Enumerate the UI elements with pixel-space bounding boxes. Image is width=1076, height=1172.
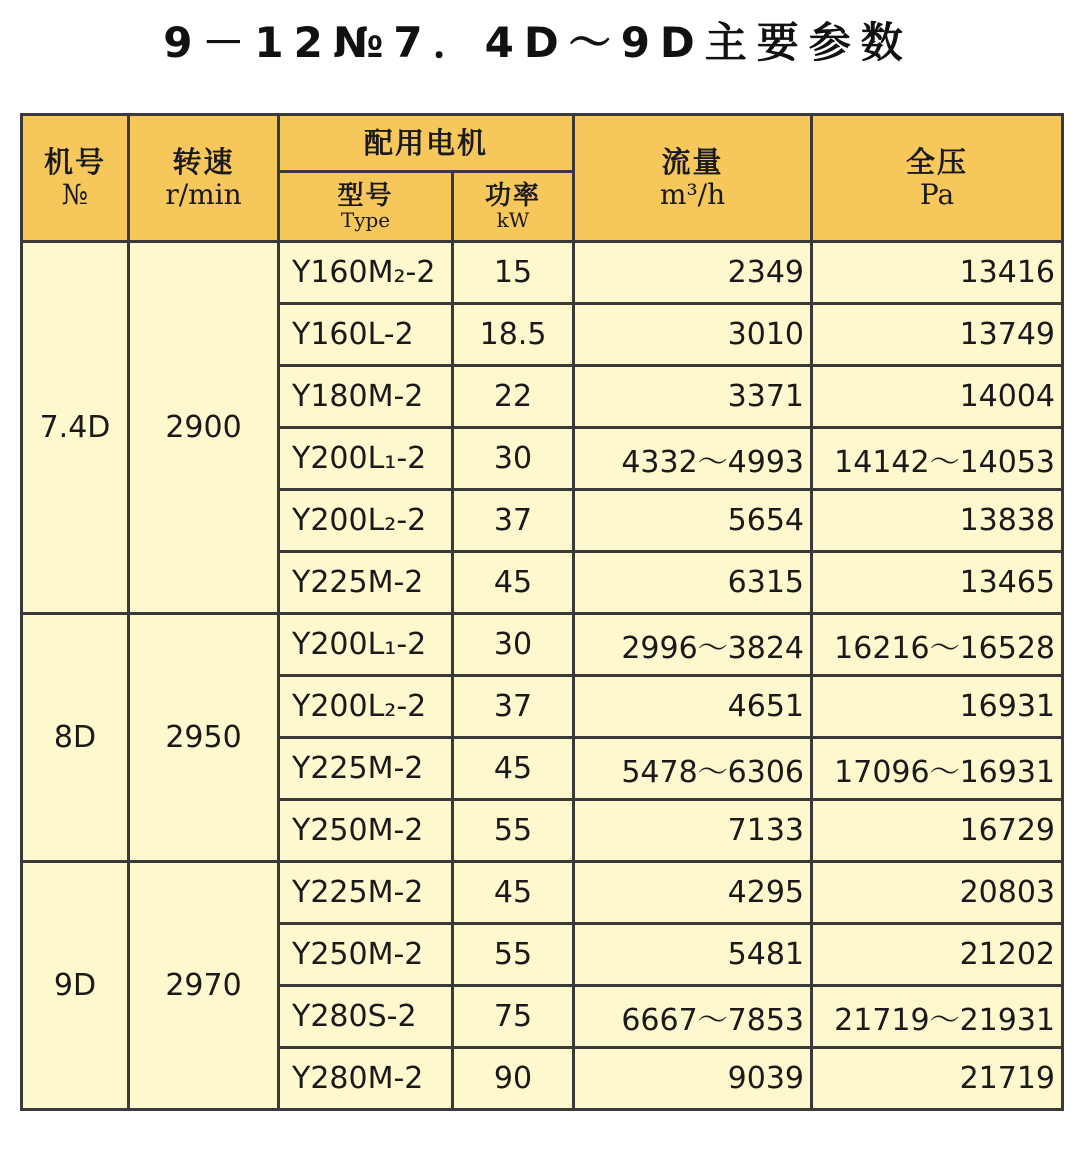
power-cell: 45 xyxy=(453,862,574,924)
header-type xyxy=(279,172,453,242)
motor-type-cell: Y225M-2 xyxy=(279,862,453,924)
motor-type-cell: Y200L₂-2 xyxy=(279,676,453,738)
fan-no-cell: 9D xyxy=(22,862,129,1110)
header-motor-cn: 配用电机 xyxy=(364,126,489,160)
flow-cell: 6667～7853 xyxy=(574,986,812,1048)
power-cell: 55 xyxy=(453,924,574,986)
pressure-cell: 13416 xyxy=(812,242,1063,304)
power-cell: 37 xyxy=(453,676,574,738)
pressure-cell: 17096～16931 xyxy=(812,738,1063,800)
pressure-cell: 14004 xyxy=(812,366,1063,428)
motor-type-cell: Y225M-2 xyxy=(279,552,453,614)
header-type-en: Type xyxy=(340,207,391,232)
table-body xyxy=(22,242,1063,1110)
header-pressure-cn: 全压 xyxy=(906,145,969,179)
flow-cell: 7133 xyxy=(574,800,812,862)
header-pressure xyxy=(812,115,1063,242)
fan-no-cell: 8D xyxy=(22,614,129,862)
pressure-cell: 16729 xyxy=(812,800,1063,862)
flow-cell: 2349 xyxy=(574,242,812,304)
fan-no-cell: 7.4D xyxy=(22,242,129,614)
motor-type-cell: Y225M-2 xyxy=(279,738,453,800)
power-cell: 15 xyxy=(453,242,574,304)
flow-cell: 9039 xyxy=(574,1048,812,1110)
speed-cell: 2970 xyxy=(129,862,279,1110)
header-flow-en: m³/h xyxy=(659,178,726,211)
flow-cell: 3010 xyxy=(574,304,812,366)
pressure-cell: 21719～21931 xyxy=(812,986,1063,1048)
header-power-cn: 功率 xyxy=(485,180,542,211)
motor-type-cell: Y280M-2 xyxy=(279,1048,453,1110)
motor-type-cell: Y180M-2 xyxy=(279,366,453,428)
motor-type-cell: Y200L₁-2 xyxy=(279,614,453,676)
pressure-cell: 13465 xyxy=(812,552,1063,614)
header-power-en: kW xyxy=(496,207,530,232)
table-header xyxy=(22,115,1063,242)
flow-cell: 4295 xyxy=(574,862,812,924)
header-pressure-en: Pa xyxy=(919,178,955,211)
power-cell: 90 xyxy=(453,1048,574,1110)
flow-cell: 5478～6306 xyxy=(574,738,812,800)
power-cell: 30 xyxy=(453,614,574,676)
pressure-cell: 16216～16528 xyxy=(812,614,1063,676)
pressure-cell: 21202 xyxy=(812,924,1063,986)
power-cell: 75 xyxy=(453,986,574,1048)
header-power xyxy=(453,172,574,242)
power-cell: 45 xyxy=(453,552,574,614)
header-type-cn: 型号 xyxy=(337,180,394,211)
header-flow-cn: 流量 xyxy=(661,145,724,179)
pressure-cell: 13838 xyxy=(812,490,1063,552)
flow-cell: 5654 xyxy=(574,490,812,552)
speed-cell: 2900 xyxy=(129,242,279,614)
power-cell: 18.5 xyxy=(453,304,574,366)
header-speed xyxy=(129,115,279,242)
table-row xyxy=(22,862,1063,924)
power-cell: 55 xyxy=(453,800,574,862)
motor-type-cell: Y160L-2 xyxy=(279,304,453,366)
motor-type-cell: Y200L₂-2 xyxy=(279,490,453,552)
pressure-cell: 16931 xyxy=(812,676,1063,738)
header-speed-en: r/min xyxy=(165,178,242,211)
flow-cell: 3371 xyxy=(574,366,812,428)
flow-cell: 5481 xyxy=(574,924,812,986)
flow-cell: 4332～4993 xyxy=(574,428,812,490)
header-no xyxy=(22,115,129,242)
table-row xyxy=(22,614,1063,676)
motor-type-cell: Y250M-2 xyxy=(279,924,453,986)
header-flow xyxy=(574,115,812,242)
flow-cell: 6315 xyxy=(574,552,812,614)
motor-type-cell: Y200L₁-2 xyxy=(279,428,453,490)
power-cell: 37 xyxy=(453,490,574,552)
parameter-table xyxy=(20,113,1064,1111)
motor-type-cell: Y250M-2 xyxy=(279,800,453,862)
flow-cell: 2996～3824 xyxy=(574,614,812,676)
header-motor xyxy=(279,115,574,172)
header-no-en: № xyxy=(61,178,89,211)
header-no-cn: 机号 xyxy=(43,145,106,179)
pressure-cell: 14142～14053 xyxy=(812,428,1063,490)
flow-cell: 4651 xyxy=(574,676,812,738)
motor-type-cell: Y160M₂-2 xyxy=(279,242,453,304)
pressure-cell: 20803 xyxy=(812,862,1063,924)
table-row xyxy=(22,242,1063,304)
motor-type-cell: Y280S-2 xyxy=(279,986,453,1048)
power-cell: 30 xyxy=(453,428,574,490)
page-title: 9－12№7．4D～9D主要参数 xyxy=(163,18,913,67)
pressure-cell: 21719 xyxy=(812,1048,1063,1110)
power-cell: 22 xyxy=(453,366,574,428)
power-cell: 45 xyxy=(453,738,574,800)
speed-cell: 2950 xyxy=(129,614,279,862)
header-speed-cn: 转速 xyxy=(172,145,235,179)
pressure-cell: 13749 xyxy=(812,304,1063,366)
